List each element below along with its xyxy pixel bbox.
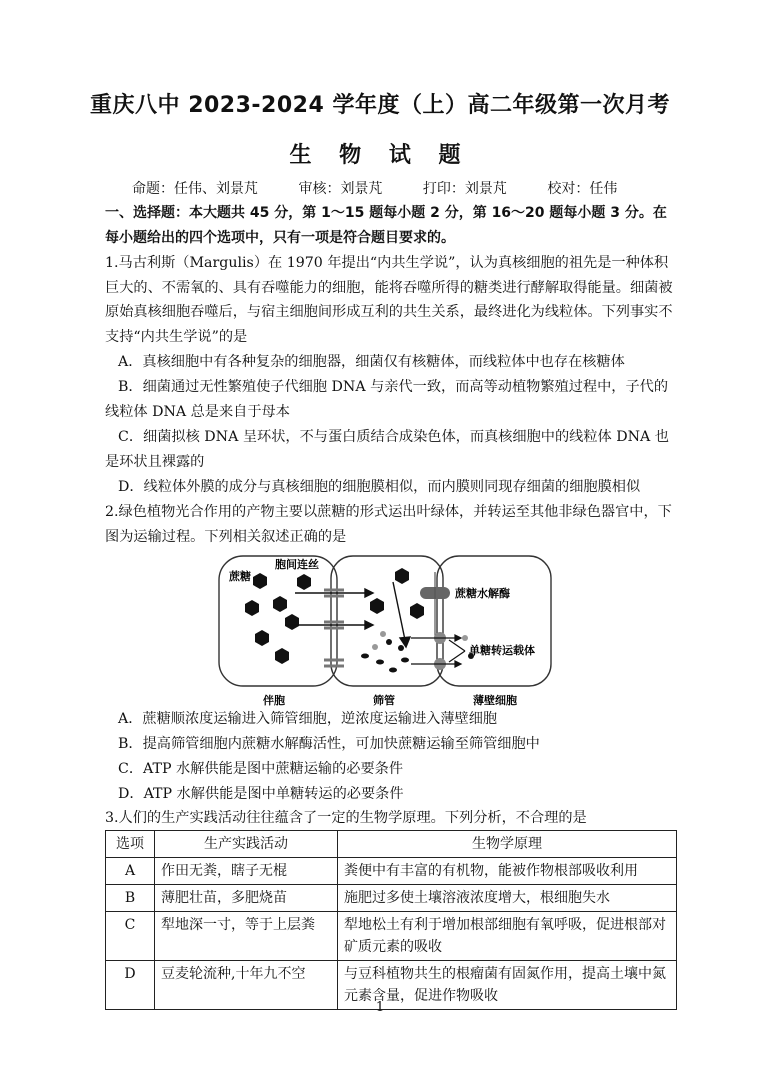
section-heading-line1: 一、选择题：本大题共 45 分，第 1～15 题每小题 2 分，第 16～20 题每小题 3 分。在 [105, 205, 667, 221]
table-cell-principle: 粪便中有丰富的有机物，能被作物根部吸收利用 [338, 858, 677, 885]
table-row [106, 858, 677, 885]
table-cell-practice: 犁地深一寸，等于上层粪 [155, 912, 338, 961]
label-sucrose: 蔗糖 [229, 570, 251, 583]
label-companion-cell: 伴胞 [263, 694, 285, 707]
label-plasmodesmata: 胞间连丝 [275, 558, 319, 571]
staff-printer: 打印：刘景芃 [422, 181, 507, 197]
sugar-transport-figure [215, 552, 555, 712]
table-cell-principle: 施肥过多使土壤溶液浓度增大，根细胞失水 [338, 885, 677, 912]
label-parenchyma: 薄壁细胞 [473, 694, 517, 707]
table-cell-practice: 作田无粪，瞎子无棍 [155, 858, 338, 885]
q2-stem: 2.绿色植物光合作用的产物主要以蔗糖的形式运出叶绿体，并转运至其他非绿色器官中，下图为运输过程。下列相关叙述正确的是 [105, 504, 672, 545]
q2-option-c: C．ATP 水解供能是图中蔗糖运输的必要条件 [118, 761, 404, 777]
table-cell-option: B [106, 885, 155, 912]
transport-arrow-icon [285, 582, 410, 647]
staff-line [132, 178, 653, 198]
table-cell-practice: 豆麦轮流种,十年九不空 [155, 961, 338, 1010]
label-sieve-tube: 筛管 [373, 694, 395, 707]
staff-proofreader: 校对：任伟 [547, 181, 618, 197]
q1-option-d: D．线粒体外膜的成分与真核细胞的细胞膜相似，而内膜则同现存细菌的细胞膜相似 [118, 479, 641, 495]
exam-title: 重庆八中 2023-2024 学年度（上）高二年级第一次月考 [90, 93, 670, 118]
exam-subtitle: 生 物 试 题 [289, 143, 471, 168]
staff-reviewer: 审核：刘景芃 [298, 181, 383, 197]
table-cell-option: C [106, 912, 155, 961]
table-header: 生物学原理 [338, 831, 677, 858]
q1-option-c: C．细菌拟核 DNA 呈环状，不与蛋白质结合成染色体，而真核细胞中的线粒体 DNA 也是环状且裸露的 [105, 429, 669, 470]
staff-author: 命题：任伟、刘景芃 [132, 181, 258, 197]
parenchyma-cell-outline [437, 556, 551, 686]
q2-option-a: A．蔗糖顺浓度运输进入筛管细胞，逆浓度运输进入薄壁细胞 [118, 711, 498, 727]
q2-option-d: D．ATP 水解供能是图中单糖转运的必要条件 [118, 786, 404, 802]
label-transporter: 单糖转运载体 [469, 644, 535, 657]
page-number: 1 [375, 1000, 385, 1015]
q1-stem: 1.马古利斯（Margulis）在 1970 年提出“内共生学说”，认为真核细胞的祖先是一种体积巨大的、不需氧的、具有吞噬能力的细胞，能将吞噬所得的糖类进行酵解取得能量。细菌被原始真核细胞吞噬后，与宿主细胞间形成互利的共生关系，最终进化为线粒体。下列事实不支持“内共生学说”的是 [105, 255, 673, 345]
table-cell-option: A [106, 858, 155, 885]
table-header: 选项 [106, 831, 155, 858]
table-header: 生产实践活动 [155, 831, 338, 858]
label-invertase: 蔗糖水解酶 [455, 587, 510, 600]
table-header-row [106, 831, 677, 858]
table-cell-option: D [106, 961, 155, 1010]
section-heading-line2: 每小题给出的四个选项中，只有一项是符合题目要求的。 [105, 230, 455, 246]
sucrose-molecule-icon [245, 568, 424, 664]
q2-option-b: B．提高筛管细胞内蔗糖水解酶活性，可加快蔗糖运输至筛管细胞中 [118, 736, 540, 752]
q1-option-a: A．真核细胞中有各种复杂的细胞器，细菌仅有核糖体，而线粒体中也存在核糖体 [118, 354, 625, 370]
q3-table [105, 830, 677, 1010]
q1-option-b: B．细菌通过无性繁殖使子代细胞 DNA 与亲代一致，而高等动植物繁殖过程中，子代的线粒体 DNA 总是来自于母本 [105, 379, 669, 420]
table-cell-principle: 与豆科植物共生的根瘤菌有固氮作用，提高土壤中氮元素含量，促进作物吸收 [338, 961, 677, 1010]
table-cell-principle: 犁地松土有利于增加根部细胞有氧呼吸，促进根部对矿质元素的吸收 [338, 912, 677, 961]
table-cell-practice: 薄肥壮苗，多肥烧苗 [155, 885, 338, 912]
table-row [106, 885, 677, 912]
table-row [106, 912, 677, 961]
sieve-tube-outline [331, 556, 443, 686]
plasmodesmata-icon [324, 590, 344, 666]
q3-stem: 3.人们的生产实践活动往往蕴含了一定的生物学原理。下列分析，不合理的是 [105, 810, 587, 826]
